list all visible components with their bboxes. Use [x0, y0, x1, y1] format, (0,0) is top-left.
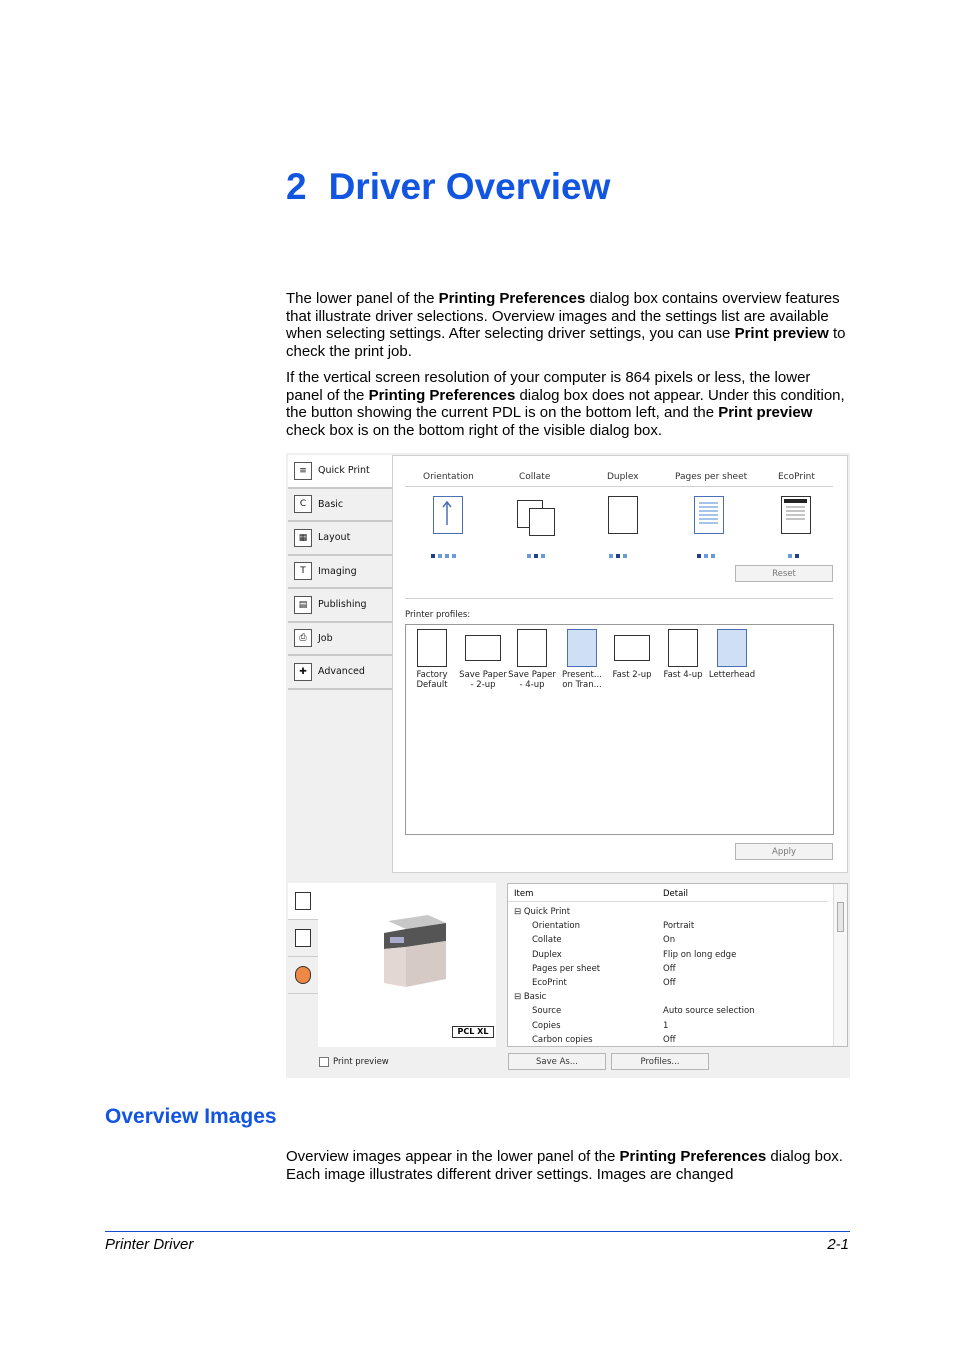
save-as-button[interactable]: Save As... — [508, 1053, 606, 1070]
profile-save-paper-2up[interactable]: Save Paper - 2-up — [458, 629, 508, 690]
chapter-number: 2 — [286, 166, 307, 207]
apply-button[interactable]: Apply — [735, 843, 833, 860]
chapter-title-text: Driver Overview — [328, 166, 611, 207]
settings-row[interactable] — [508, 1020, 828, 1034]
profile-icon — [417, 629, 447, 667]
layout-icon: ▦ — [294, 529, 312, 547]
orientation-indicator — [431, 543, 459, 549]
setting-item: Duplex — [532, 949, 562, 960]
setting-detail: On — [663, 935, 676, 946]
text-run: If the vertical screen resolution of your computer is 864 pixels or less, the lower panel of the — [286, 369, 811, 404]
setting-item: Pages per sheet — [532, 963, 601, 974]
advanced-icon: ✚ — [294, 663, 312, 681]
printer-icon — [295, 892, 311, 910]
lower-panel-tabs — [288, 883, 318, 994]
tab-basic[interactable]: C Basic — [288, 489, 392, 523]
printer-image — [370, 913, 452, 993]
profile-factory-default[interactable]: Factory Default — [407, 629, 457, 690]
scrollbar-thumb[interactable] — [837, 902, 844, 932]
quick-print-panel — [392, 455, 848, 873]
setting-item: EcoPrint — [532, 978, 567, 988]
page-number: 2-1 — [827, 1236, 849, 1253]
profile-icon — [465, 635, 501, 661]
ecoprint-image[interactable] — [781, 496, 811, 534]
overview-header-ecoprint: EcoPrint — [778, 472, 815, 482]
bold-term: Print preview — [718, 404, 813, 422]
setting-item: Orientation — [532, 921, 580, 932]
checkbox-icon — [319, 1057, 329, 1067]
overview-header-collate: Collate — [519, 472, 551, 482]
setting-item: Copies — [532, 1020, 561, 1031]
tab-quick-print[interactable]: ≡ Quick Print — [288, 455, 392, 489]
ecoprint-indicator — [788, 543, 802, 549]
printing-preferences-screenshot — [286, 453, 850, 1078]
pages-per-sheet-image[interactable] — [694, 496, 724, 534]
bold-term: Printing Preferences — [368, 386, 516, 404]
settings-list — [507, 883, 848, 1047]
setting-detail: Portrait — [663, 921, 695, 932]
page-icon — [295, 929, 311, 947]
column-item: Item — [514, 889, 534, 899]
profile-icon — [668, 629, 698, 667]
profile-icon — [614, 635, 650, 661]
setting-item: Carbon copies — [532, 1034, 593, 1045]
collate-image-back — [529, 508, 555, 536]
settings-group-row[interactable] — [508, 991, 828, 1005]
printer-preview-area — [318, 883, 496, 1047]
tab-imaging[interactable]: T Imaging — [288, 556, 392, 590]
settings-group-row[interactable] — [508, 906, 828, 920]
tab-layout[interactable]: ▦ Layout — [288, 522, 392, 556]
footer-title: Printer Driver — [105, 1236, 194, 1253]
setting-detail: Off — [663, 963, 676, 974]
quick-print-icon: ≡ — [294, 462, 312, 480]
settings-row[interactable] — [508, 977, 828, 991]
text-run: Overview images appear in the lower panel of the — [286, 1148, 620, 1165]
text-run: check box is on the bottom right of the visible dialog box. — [286, 422, 663, 440]
divider — [405, 486, 833, 487]
setting-detail: Off — [663, 1034, 676, 1045]
tab-color-preview[interactable] — [288, 957, 318, 994]
color-icon — [295, 966, 311, 984]
job-icon: ⎙ — [294, 629, 312, 647]
profile-save-paper-4up[interactable]: Save Paper - 4-up — [507, 629, 557, 690]
text-run: to check the print job. — [286, 325, 846, 361]
tab-advanced[interactable]: ✚ Advanced — [288, 656, 392, 690]
imaging-icon: T — [294, 562, 312, 580]
bold-term: Printing Preferences — [438, 290, 586, 307]
bold-term: Printing Preferences — [619, 1148, 767, 1165]
settings-scrollbar[interactable] — [833, 884, 847, 1046]
chapter-title — [286, 166, 610, 208]
text-run: dialog box contains overview features that illustrate driver selections. Overview images and the settings list are available when selecting settings. After selecting driver settings, you can use — [286, 290, 840, 343]
tab-printer-preview[interactable] — [288, 883, 318, 920]
profile-fast-2up[interactable]: Fast 2-up — [607, 629, 657, 680]
printer-profiles-list — [405, 624, 834, 835]
profile-letterhead[interactable]: Letterhead — [707, 629, 757, 680]
reset-button[interactable]: Reset — [735, 565, 833, 582]
settings-row[interactable] — [508, 920, 828, 934]
divider — [405, 598, 833, 599]
setting-detail: Off — [663, 978, 676, 988]
profile-icon — [567, 629, 597, 667]
tab-publishing[interactable]: ▤ Publishing — [288, 589, 392, 623]
duplex-image[interactable] — [608, 496, 638, 534]
settings-row[interactable] — [508, 1034, 828, 1048]
footer-rule — [105, 1231, 850, 1232]
intro-paragraph-2 — [286, 369, 848, 440]
profile-icon — [517, 629, 547, 667]
setting-item: ⊟ Quick Print — [514, 907, 571, 917]
setting-detail: Auto source selection — [663, 1006, 755, 1017]
section-paragraph — [286, 1148, 848, 1183]
tab-page-preview[interactable] — [288, 920, 318, 957]
column-detail: Detail — [663, 889, 689, 899]
text-run: dialog box. Each image illustrates different driver settings. Images are changed — [286, 1148, 843, 1183]
text-run: dialog box does not appear. Under this condition, the button showing the current PDL is on the bottom left, and the — [286, 386, 845, 422]
publishing-icon: ▤ — [294, 596, 312, 614]
settings-row[interactable] — [508, 934, 828, 948]
profile-icon — [717, 629, 747, 667]
sidebar-tabs — [288, 455, 392, 690]
collate-indicator — [527, 543, 548, 549]
settings-row[interactable] — [508, 963, 828, 977]
text-run: The lower panel of the — [286, 290, 439, 307]
overview-header-pages-per-sheet: Pages per sheet — [675, 472, 748, 482]
pdl-button[interactable]: PCL XL — [452, 1026, 494, 1038]
settings-row[interactable] — [508, 1005, 828, 1019]
setting-item: Source — [532, 1006, 562, 1017]
setting-item: ⊟ Basic — [514, 992, 547, 1003]
orientation-portrait-image[interactable] — [433, 496, 463, 534]
profiles-button[interactable]: Profiles... — [611, 1053, 709, 1070]
setting-item: Collate — [532, 935, 562, 946]
intro-paragraph-1 — [286, 290, 848, 361]
settings-row[interactable] — [508, 949, 828, 963]
printer-profiles-label: Printer profiles: — [405, 610, 471, 620]
pages-per-sheet-indicator — [697, 543, 718, 549]
setting-detail: Flip on long edge — [663, 949, 737, 960]
settings-list-header — [508, 884, 828, 902]
print-preview-checkbox[interactable]: Print preview — [319, 1057, 389, 1067]
basic-icon: C — [294, 495, 312, 513]
tab-job[interactable]: ⎙ Job — [288, 623, 392, 657]
setting-detail: 1 — [663, 1020, 669, 1031]
bold-term: Print preview — [734, 325, 829, 343]
duplex-indicator — [609, 543, 630, 549]
overview-header-orientation: Orientation — [423, 472, 474, 482]
profile-fast-4up[interactable]: Fast 4-up — [658, 629, 708, 680]
overview-header-duplex: Duplex — [607, 472, 639, 482]
section-title: Overview Images — [105, 1105, 277, 1128]
profile-presentation[interactable]: Present... on Tran... — [557, 629, 607, 690]
